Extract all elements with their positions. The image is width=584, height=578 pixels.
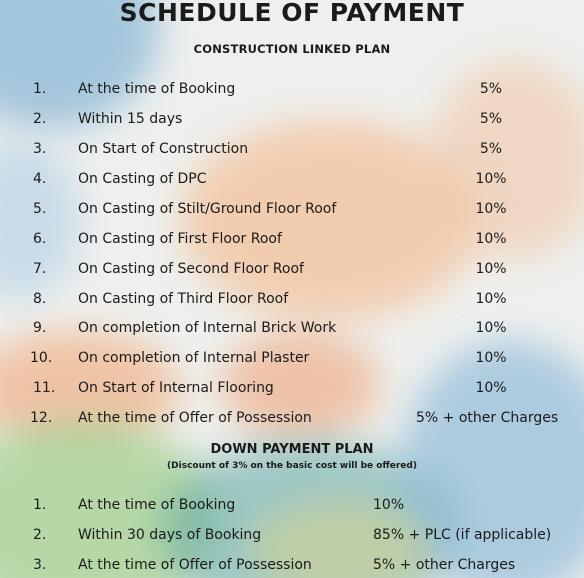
row-stage: At the time of Offer of Possession [78, 557, 312, 573]
row-number: 3. [33, 557, 47, 573]
construction-plan-row [0, 108, 584, 130]
row-amount: 5% [479, 81, 503, 97]
construction-plan-row [0, 138, 584, 160]
row-stage: On Start of Internal Flooring [78, 380, 274, 396]
row-amount: 10% [373, 497, 405, 513]
row-stage: On Casting of DPC [78, 171, 207, 187]
row-number: 10. [30, 350, 53, 366]
row-number: 1. [33, 497, 47, 513]
row-stage: Within 30 days of Booking [78, 527, 262, 543]
construction-plan-row [0, 168, 584, 190]
construction-plan-row [0, 198, 584, 220]
row-stage: At the time of Booking [78, 497, 236, 513]
row-stage: Within 15 days [78, 111, 183, 127]
construction-plan-row [0, 288, 584, 310]
row-number: 4. [33, 171, 47, 187]
row-number: 12. [30, 410, 53, 426]
row-amount: 10% [475, 380, 507, 396]
row-number: 8. [33, 291, 47, 307]
construction-plan-row [0, 228, 584, 250]
page-title: SCHEDULE OF PAYMENT [119, 0, 465, 27]
row-amount: 5% + other Charges [373, 557, 516, 573]
row-amount: 5% + other Charges [416, 410, 559, 426]
construction-plan-row [0, 377, 584, 399]
down-payment-row [0, 524, 584, 546]
row-stage: On Casting of First Floor Roof [78, 231, 282, 247]
row-number: 7. [33, 261, 47, 277]
row-amount: 5% [479, 111, 503, 127]
construction-plan-row [0, 407, 584, 429]
row-stage: At the time of Offer of Possession [78, 410, 312, 426]
row-amount: 10% [475, 350, 507, 366]
construction-plan-row [0, 258, 584, 280]
row-stage: At the time of Booking [78, 81, 236, 97]
row-number: 9. [33, 320, 47, 336]
row-amount: 10% [475, 261, 507, 277]
row-amount: 10% [475, 320, 507, 336]
row-amount: 10% [475, 231, 507, 247]
row-stage: On Casting of Stilt/Ground Floor Roof [78, 201, 337, 217]
page-subtitle: CONSTRUCTION LINKED PLAN [193, 42, 391, 56]
row-amount: 85% + PLC (if applicable) [373, 527, 552, 543]
row-number: 11. [33, 380, 56, 396]
row-stage: On completion of Internal Brick Work [78, 320, 337, 336]
row-amount: 5% [479, 141, 503, 157]
row-amount: 10% [475, 291, 507, 307]
construction-plan-row [0, 78, 584, 100]
construction-plan-row [0, 347, 584, 369]
row-number: 2. [33, 111, 47, 127]
construction-plan-row [0, 317, 584, 339]
row-amount: 10% [475, 201, 507, 217]
row-stage: On Start of Construction [78, 141, 249, 157]
down-payment-row [0, 554, 584, 576]
down-payment-row [0, 494, 584, 516]
down-payment-title: DOWN PAYMENT PLAN [210, 442, 374, 457]
down-payment-note: (Discount of 3% on the basic cost will be offered) [167, 461, 417, 471]
row-stage: On Casting of Second Floor Roof [78, 261, 304, 277]
row-number: 2. [33, 527, 47, 543]
row-amount: 10% [475, 171, 507, 187]
row-stage: On completion of Internal Plaster [78, 350, 310, 366]
row-number: 3. [33, 141, 47, 157]
row-number: 1. [33, 81, 47, 97]
row-number: 5. [33, 201, 47, 217]
row-stage: On Casting of Third Floor Roof [78, 291, 289, 307]
row-number: 6. [33, 231, 47, 247]
